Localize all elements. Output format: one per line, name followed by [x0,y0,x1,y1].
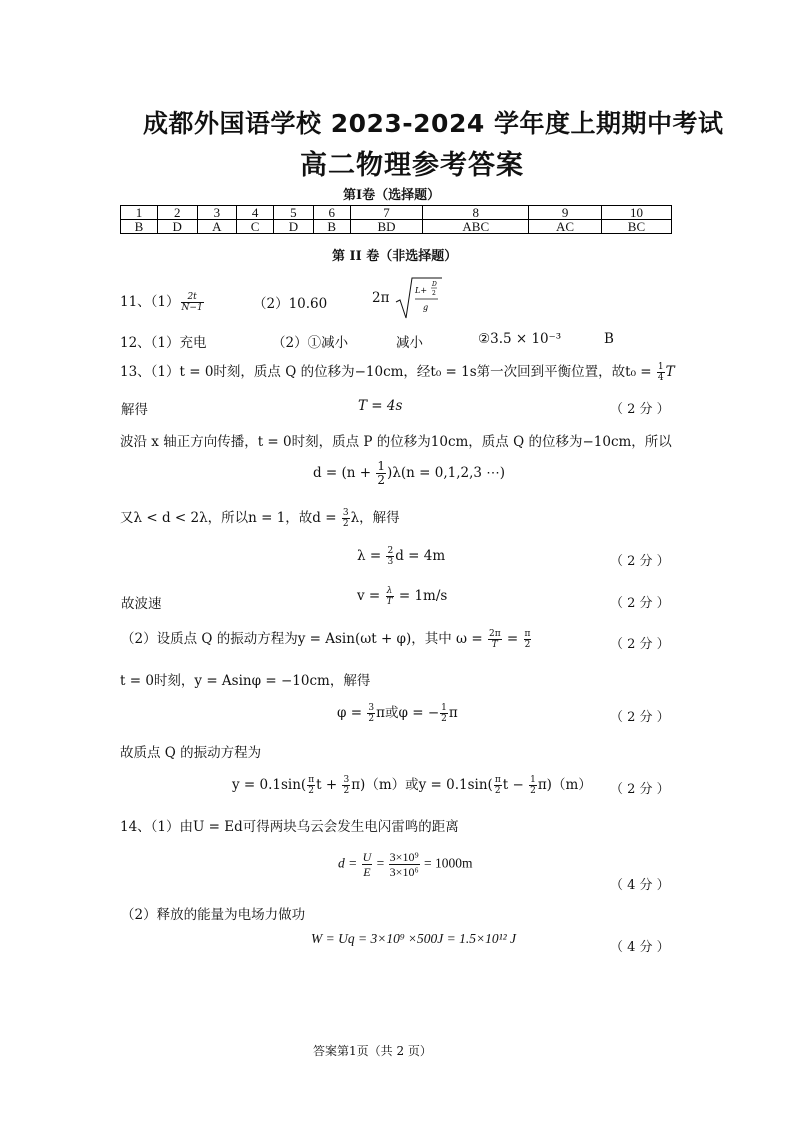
table-cell: 2 [157,206,197,220]
q12-part3: 减小 [396,335,423,351]
q14-line3: （2）释放的能量为电场力做功 [121,907,306,923]
table-cell: 1 [121,206,158,220]
q13-line9: t = 0时刻，y = Asinφ = −10cm，解得 [120,673,371,689]
q13-phi-eq [337,701,458,724]
sqrt-inner-num: D [431,281,437,288]
text-span: d = [338,855,361,871]
q13-speed-eq [357,586,447,607]
q12-part1: 12、（1）充电 [120,335,207,351]
table-cell: D [274,220,314,234]
fraction: $\frac{3}{2}$ [368,703,375,724]
table-cell: B [313,220,350,234]
table-cell: A [197,220,237,234]
sqrt-icon [394,276,442,320]
table-cell: B [121,220,158,234]
q12-part4: ②3.5 × 10⁻³ [478,331,562,347]
text-span: φ = [337,705,367,721]
q11-part2: （2）10.60 [253,296,328,312]
text-span: λ，解得 [350,510,400,526]
table-row-choices [121,220,672,234]
text-span: 又λ < d < 2λ，所以n = 1，故d = [120,510,341,526]
q14-distance-eq [338,850,473,879]
table-cell: D [157,220,197,234]
text-span: = [373,855,388,871]
table-cell: 5 [274,206,314,220]
score-2: （ 2 分 ） [610,710,670,725]
text-span: π)（m）或y = 0.1sin( [351,777,493,793]
table-cell: 4 [237,206,274,220]
q14-line1: 14、（1）由U = Ed可得两块乌云会发生电闪雷鸣的距离 [120,819,459,835]
table-cell: BD [350,220,423,234]
sqrt-denominator: g [422,303,428,312]
sqrt-numerator: L+ [414,286,427,295]
fraction: $\frac{1}{2}$ [441,703,447,724]
fraction: $\frac{\text{3×10⁹}}{\text{3×10⁶}}$ [389,850,419,879]
table-cell: 6 [313,206,350,220]
q13-line3: 波沿 x 轴正方向传播，t = 0时刻，质点 P 的位移为10cm，质点 Q 的位移为−10cm，所以 [120,434,672,450]
q13-solve-label: 解得 [121,402,148,418]
score-2: （ 2 分 ） [610,402,670,417]
text-span: π)（m） [537,777,592,793]
fraction: $\frac{\lambda}{T}$ [386,586,393,607]
q11-line [120,290,205,313]
q14-energy-eq: W = Uq = 3×10⁹ ×500J = 1.5×10¹² J [311,931,517,946]
sqrt-inner-den: 2 [431,290,436,297]
fraction: $\frac{1}{2}$ [377,459,386,487]
text-span: 13、（1）t = 0时刻，质点 Q 的位移为−10cm，经t₀ = 1s第一次回到平衡位置，故t₀ = [120,364,656,380]
fraction: $\frac{3}{2}$ [343,775,350,796]
fraction: $\frac{2t}{N-1}$ [181,292,203,313]
score-4: （ 4 分 ） [610,878,670,893]
document-subtitle: 高二物理参考答案 [300,150,524,181]
q11-part3 [372,276,442,320]
text-span: = 1000m [420,855,473,871]
text-span: π [448,705,458,721]
table-cell: 9 [529,206,602,220]
document-title: 成都外国语学校 2023-2024 学年度上期期中考试 [143,109,724,138]
table-cell: ABC [423,220,529,234]
q13-part2-line [121,627,532,650]
score-2: （ 2 分 ） [610,596,670,611]
table-cell: 3 [197,206,237,220]
fraction: $\frac{U}{E}$ [362,850,372,879]
text-span: （2）设质点 Q 的振动方程为y = Asin(ωt + φ)，其中 ω = [121,631,487,647]
q13-lambda-eq [357,546,445,567]
q13-speed-label: 故波速 [121,596,162,612]
score-2: （ 2 分 ） [610,782,670,797]
fraction: $\frac{3}{2}$ [342,508,349,529]
answer-table [120,205,672,234]
q13-period-eq: T = 4s [358,398,403,414]
text-span: )λ(n = 0,1,2,3 ⋯) [387,465,506,481]
table-cell: 10 [601,206,671,220]
page-footer: 答案第1页（共 2 页） [313,1044,432,1058]
table-cell: 8 [423,206,529,220]
section-heading-2: 第 II 卷（非选择题） [332,249,458,264]
score-2: （ 2 分 ） [610,637,670,652]
table-cell: 7 [350,206,423,220]
text-span: t − [502,777,529,793]
q13-d-eq [313,460,505,487]
q13-vibration-eq [232,773,592,796]
text-span: t + [316,777,342,793]
q12-part2: （2）①减小 [272,335,349,351]
table-cell: AC [529,220,602,234]
text-span: T [665,364,675,380]
text-span: d = (n + [313,465,376,481]
q11-2pi: 2π [372,290,390,306]
table-row-numbers [121,206,672,220]
q13-line5 [120,506,400,529]
text-span: π或φ = − [376,705,440,721]
q12-part5: B [604,331,614,347]
fraction: $\frac{2}{3}$ [387,546,394,567]
table-cell: C [237,220,274,234]
fraction: $\frac{1}{2}$ [530,775,536,796]
fraction: $\frac{\pi}{2}$ [524,629,531,650]
text-span: = [502,631,523,647]
fraction: $\frac{1}{4}$ [657,362,664,383]
text-span: d = 4m [395,548,446,564]
section-heading-1: 第Ⅰ卷（选择题） [343,188,441,203]
q13-line11: 故质点 Q 的振动方程为 [120,745,262,761]
q13-line1 [120,360,675,383]
table-cell: BC [601,220,671,234]
fraction: $\frac{\pi}{2}$ [308,775,315,796]
score-2: （ 2 分 ） [610,554,670,569]
q11-label: 11、（1） [120,294,180,310]
score-4: （ 4 分 ） [610,940,670,955]
fraction: $\frac{2\pi}{T}$ [488,629,501,650]
text-span: v = [357,588,385,604]
text-span: λ = [357,548,386,564]
text-span: = 1m/s [394,588,448,604]
text-span: y = 0.1sin( [232,777,307,793]
fraction: $\frac{\pi}{2}$ [494,775,501,796]
